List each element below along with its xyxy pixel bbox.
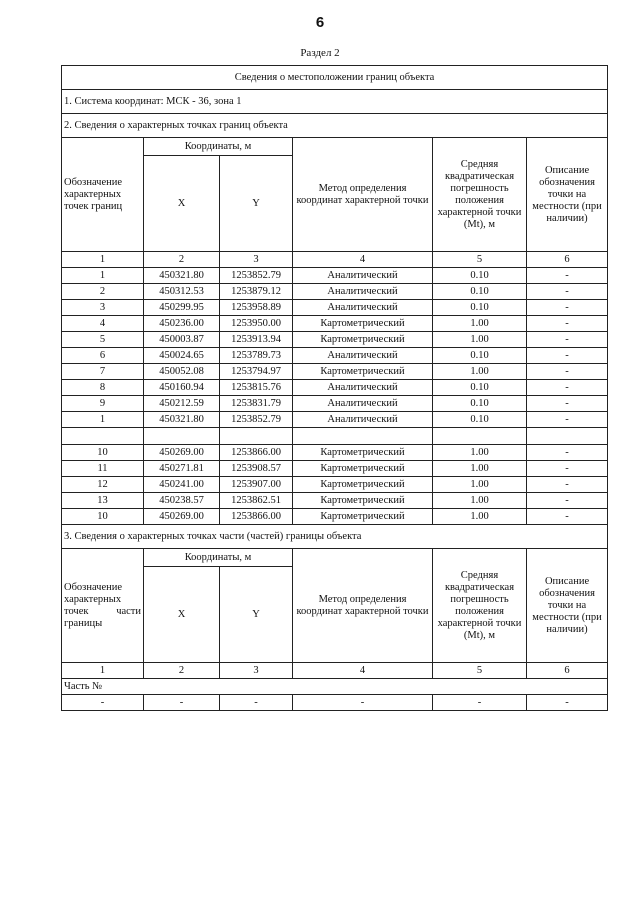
table-cell: 13 — [62, 493, 144, 509]
table-cell: 1253862.51 — [220, 493, 293, 509]
table-cell: 0.10 — [433, 412, 527, 428]
column-numbers-row — [62, 252, 608, 268]
table-cell: 1.00 — [433, 477, 527, 493]
table-cell: - — [527, 461, 608, 477]
table-row — [62, 509, 608, 525]
empty-separator-row — [62, 428, 608, 445]
designation-parts-header: Обозначение характерных точек части границы — [62, 549, 144, 663]
table-cell: 4 — [293, 663, 433, 679]
table-cell: 1253913.94 — [220, 332, 293, 348]
table-cell: 6 — [527, 663, 608, 679]
table-cell: - — [527, 332, 608, 348]
table-cell: 4 — [293, 252, 433, 268]
table-cell: Аналитический — [293, 300, 433, 316]
table-row — [62, 412, 608, 428]
table-cell: 1253789.73 — [220, 348, 293, 364]
table-cell: 3 — [62, 300, 144, 316]
table-cell: 5 — [433, 663, 527, 679]
table-cell: Аналитический — [293, 396, 433, 412]
table-cell: 2 — [144, 252, 220, 268]
table-cell: 450269.00 — [144, 445, 220, 461]
table-cell: 11 — [62, 461, 144, 477]
table-cell: 1 — [62, 412, 144, 428]
table-cell: 0.10 — [433, 268, 527, 284]
column-numbers-row — [62, 663, 608, 679]
y-header: Y — [220, 156, 293, 252]
part-data-row — [62, 695, 608, 711]
part-label: Часть № — [62, 679, 608, 695]
table-cell: - — [433, 695, 527, 711]
table-title: Сведения о местоположении границ объекта — [62, 66, 608, 90]
table-cell: 1253866.00 — [220, 509, 293, 525]
table-cell: 1253908.57 — [220, 461, 293, 477]
table-row — [62, 284, 608, 300]
table-cell: 2 — [62, 284, 144, 300]
table-cell: Аналитический — [293, 412, 433, 428]
table-cell: 8 — [62, 380, 144, 396]
table-cell: 0.10 — [433, 300, 527, 316]
table-cell: - — [527, 509, 608, 525]
table-cell: 1253831.79 — [220, 396, 293, 412]
table-cell: - — [527, 412, 608, 428]
table-cell: 450052.08 — [144, 364, 220, 380]
table-cell: 450312.53 — [144, 284, 220, 300]
table-cell: 6 — [62, 348, 144, 364]
table-cell: 10 — [62, 509, 144, 525]
table-cell: 1253852.79 — [220, 268, 293, 284]
error-header-parts: Средняя квадратическая погрешность положения характерной точки (Mt), м — [433, 549, 527, 663]
table-cell: Картометрический — [293, 332, 433, 348]
table-cell: Аналитический — [293, 284, 433, 300]
table-cell: 0.10 — [433, 396, 527, 412]
table-row — [62, 364, 608, 380]
table-cell: 1.00 — [433, 445, 527, 461]
table-cell: 450003.87 — [144, 332, 220, 348]
table-cell: 5 — [433, 252, 527, 268]
table-cell: 450299.95 — [144, 300, 220, 316]
method-header: Метод определения координат характерной точки — [293, 138, 433, 252]
table-cell: - — [527, 348, 608, 364]
coordinates-header-parts: Координаты, м — [144, 549, 293, 567]
table-row — [62, 332, 608, 348]
table-cell: - — [527, 695, 608, 711]
table-cell: 450238.57 — [144, 493, 220, 509]
table-row — [62, 477, 608, 493]
table-cell: 1.00 — [433, 332, 527, 348]
table-cell: Картометрический — [293, 493, 433, 509]
table-cell: 1.00 — [433, 509, 527, 525]
table-cell: Картометрический — [293, 461, 433, 477]
table-cell: 0.10 — [433, 380, 527, 396]
error-header: Средняя квадратическая погрешность положения характерной точки (Mt), м — [433, 138, 527, 252]
table-cell: 1.00 — [433, 493, 527, 509]
table-cell: Картометрический — [293, 445, 433, 461]
table-cell: Картометрический — [293, 364, 433, 380]
y-header-parts: Y — [220, 567, 293, 663]
table-cell: 6 — [527, 252, 608, 268]
description-header-parts: Описание обозначения точки на местности (при наличии) — [527, 549, 608, 663]
designation-header: Обозначение характерных точек границ — [62, 138, 144, 252]
table-cell: - — [62, 695, 144, 711]
table-cell: 1.00 — [433, 316, 527, 332]
points-heading: 2. Сведения о характерных точках границ объекта — [62, 114, 608, 138]
table-row — [62, 445, 608, 461]
table-cell: - — [144, 695, 220, 711]
table-row — [62, 316, 608, 332]
table-row — [62, 380, 608, 396]
table-cell: 3 — [220, 663, 293, 679]
table-cell: 0.10 — [433, 348, 527, 364]
table-cell: 1 — [62, 663, 144, 679]
table-cell: - — [527, 477, 608, 493]
table-cell: Картометрический — [293, 316, 433, 332]
table-cell: 450212.59 — [144, 396, 220, 412]
table-cell: - — [527, 380, 608, 396]
table-cell: - — [527, 300, 608, 316]
table-cell: 450241.00 — [144, 477, 220, 493]
table-cell: 2 — [144, 663, 220, 679]
table-cell: 4 — [62, 316, 144, 332]
table-row — [62, 348, 608, 364]
table-cell: 1253794.97 — [220, 364, 293, 380]
table-cell: Аналитический — [293, 348, 433, 364]
x-header: X — [144, 156, 220, 252]
table-cell: 1253958.89 — [220, 300, 293, 316]
table-cell: - — [527, 493, 608, 509]
table-cell: Картометрический — [293, 477, 433, 493]
table-cell: 1253866.00 — [220, 445, 293, 461]
table-cell: 450236.00 — [144, 316, 220, 332]
table-cell: 1253815.76 — [220, 380, 293, 396]
table-cell: 9 — [62, 396, 144, 412]
coordinates-header: Координаты, м — [144, 138, 293, 156]
table-cell: 1.00 — [433, 364, 527, 380]
table-cell: 7 — [62, 364, 144, 380]
table-cell: 1253950.00 — [220, 316, 293, 332]
table-cell: 1253852.79 — [220, 412, 293, 428]
method-header-parts: Метод определения координат характерной точки — [293, 549, 433, 663]
table-row — [62, 268, 608, 284]
table-cell: - — [527, 396, 608, 412]
table-cell: 1253879.12 — [220, 284, 293, 300]
section-label: Раздел 2 — [300, 47, 340, 59]
table-cell: 1253907.00 — [220, 477, 293, 493]
x-header-parts: X — [144, 567, 220, 663]
table-cell: 450321.80 — [144, 412, 220, 428]
table-cell: Аналитический — [293, 380, 433, 396]
table-cell: 1.00 — [433, 461, 527, 477]
table-cell: 450271.81 — [144, 461, 220, 477]
boundary-table — [61, 65, 608, 711]
table-cell: - — [293, 695, 433, 711]
parts-heading: 3. Сведения о характерных точках части (частей) границы объекта — [62, 525, 608, 549]
table-cell: 12 — [62, 477, 144, 493]
table-cell: - — [527, 364, 608, 380]
table-row — [62, 396, 608, 412]
table-cell: 450269.00 — [144, 509, 220, 525]
table-cell: 1 — [62, 268, 144, 284]
table-row — [62, 461, 608, 477]
table-cell: 3 — [220, 252, 293, 268]
table-cell: 1 — [62, 252, 144, 268]
table-cell: Картометрический — [293, 509, 433, 525]
coordinate-system: 1. Система координат: МСК - 36, зона 1 — [62, 90, 608, 114]
table-row — [62, 493, 608, 509]
table-cell: 10 — [62, 445, 144, 461]
table-cell: - — [527, 268, 608, 284]
table-cell: 5 — [62, 332, 144, 348]
table-cell: - — [220, 695, 293, 711]
page-number: 6 — [315, 14, 325, 31]
table-cell: 450024.65 — [144, 348, 220, 364]
table-cell: - — [527, 445, 608, 461]
table-cell: - — [527, 284, 608, 300]
table-cell: Аналитический — [293, 268, 433, 284]
table-cell: 450321.80 — [144, 268, 220, 284]
table-cell: - — [527, 316, 608, 332]
table-row — [62, 300, 608, 316]
description-header: Описание обозначения точки на местности (при наличии) — [527, 138, 608, 252]
table-cell: 450160.94 — [144, 380, 220, 396]
table-cell: 0.10 — [433, 284, 527, 300]
